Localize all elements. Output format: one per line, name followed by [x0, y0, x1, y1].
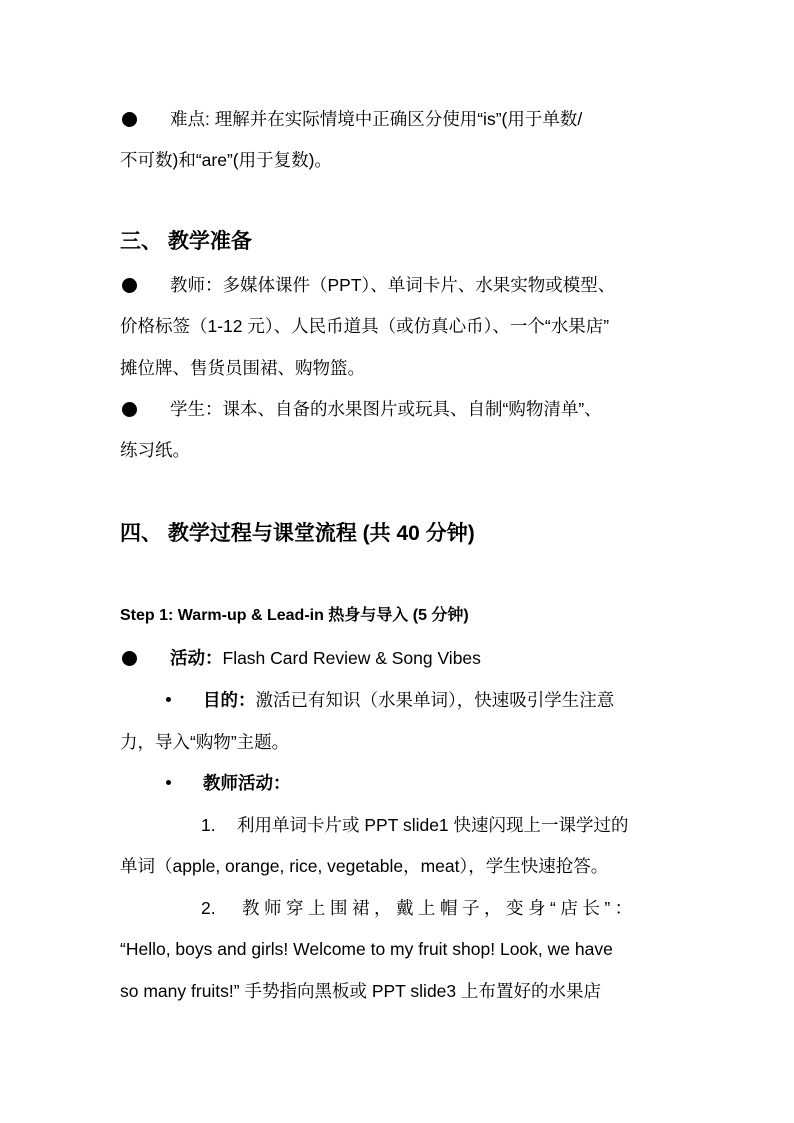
item1-line-1: 利用单词卡片或 PPT slide1 快速闪现上一课学过的	[237, 815, 629, 835]
difficulty-line-2: 不可数)和“are”(用于复数)。	[120, 150, 332, 170]
purpose-line-2: 力，导入“购物”主题。	[120, 732, 290, 752]
item1-line-2: 单词（apple, orange, rice, vegetable，meat），学生快速抢答。	[120, 856, 609, 876]
item2-line-2: “Hello, boys and girls! Welcome to my fruit shop! Look, we have	[120, 939, 613, 959]
student-prep-line-2: 练习纸。	[120, 440, 190, 460]
activity-line	[170, 646, 481, 670]
bullet-dot	[122, 402, 137, 417]
purpose-label: 目的：	[203, 690, 256, 710]
sub-bullet-dot	[166, 780, 171, 785]
bullet-dot	[122, 651, 137, 666]
section-heading-process: 四、 教学过程与课堂流程 (共 40 分钟)	[120, 522, 475, 545]
activity-label: 活动：	[170, 648, 223, 668]
bullet-dot	[122, 112, 137, 127]
purpose-line-1	[203, 688, 614, 712]
student-prep-line-1: 学生：课本、自备的水果图片或玩具、自制“购物清单”、	[170, 399, 602, 419]
item2-line-3: so many fruits!” 手势指向黑板或 PPT slide3 上布置好的水果店	[120, 981, 602, 1001]
item2-line-1: 教师穿上围裙，戴上帽子，变身“店长”：	[242, 898, 637, 918]
purpose-text: 激活已有知识（水果单词），快速吸引学生注意	[255, 690, 615, 710]
step1-title: Step 1: Warm-up & Lead-in 热身与导入 (5 分钟)	[120, 607, 469, 624]
item1-number: 1.	[201, 815, 216, 835]
section-heading-preparation: 三、 教学准备	[120, 230, 252, 253]
activity-text: Flash Card Review & Song Vibes	[222, 648, 481, 668]
teacher-activity-label	[203, 771, 291, 795]
teacher-prep-line-3: 摊位牌、售货员围裙、购物篮。	[120, 358, 365, 378]
bullet-dot	[122, 278, 137, 293]
difficulty-line-1: 难点: 理解并在实际情境中正确区分使用“is”(用于单数/	[170, 109, 583, 129]
teacher-prep-line-2: 价格标签（1-12 元）、人民币道具（或仿真心币）、一个“水果店”	[120, 316, 610, 336]
item2-number: 2.	[201, 898, 216, 918]
teacher-activity-label-text: 教师活动：	[203, 773, 291, 793]
sub-bullet-dot	[166, 697, 171, 702]
teacher-prep-line-1: 教师：多媒体课件（PPT）、单词卡片、水果实物或模型、	[170, 275, 616, 295]
